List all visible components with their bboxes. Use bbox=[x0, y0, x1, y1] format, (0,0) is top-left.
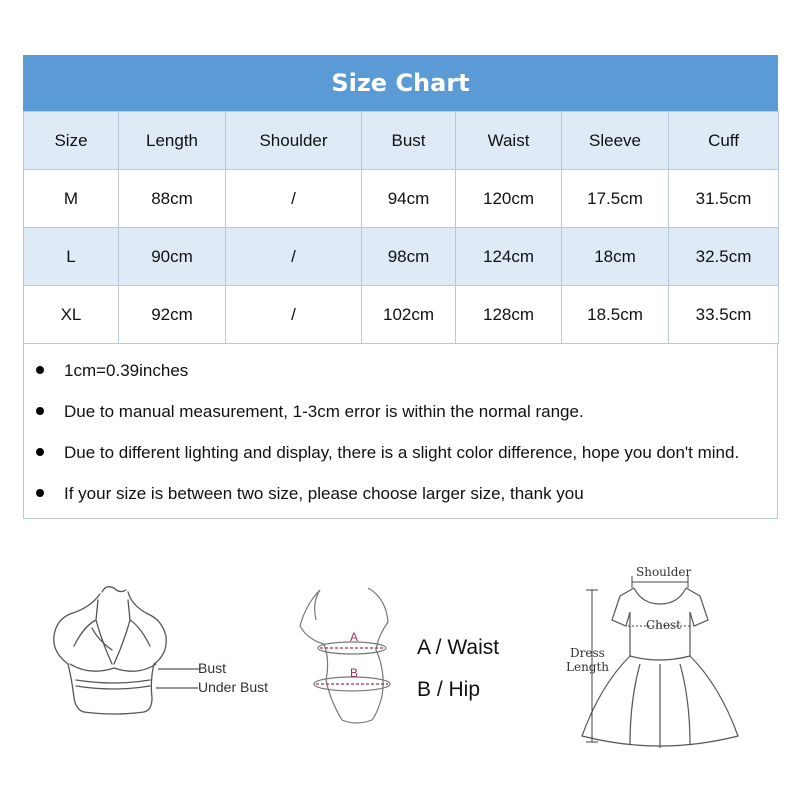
table-cell: M bbox=[24, 170, 119, 228]
table-cell: 33.5cm bbox=[669, 286, 779, 344]
table-row bbox=[24, 170, 779, 228]
note-item bbox=[32, 350, 771, 391]
table-cell: 128cm bbox=[456, 286, 562, 344]
table-cell: L bbox=[24, 228, 119, 286]
note-text: Due to different lighting and display, there is a slight color difference, hope you don't mind. bbox=[64, 443, 740, 462]
a-mark: A bbox=[350, 630, 359, 644]
dress-diagram bbox=[560, 560, 760, 760]
note-text: If your size is between two size, please choose larger size, thank you bbox=[64, 484, 584, 503]
note-text: Due to manual measurement, 1-3cm error is within the normal range. bbox=[64, 402, 584, 421]
table-cell: 90cm bbox=[119, 228, 226, 286]
size-chart bbox=[23, 55, 778, 519]
dress-length-label-line2: Length bbox=[566, 660, 610, 674]
table-cell: 124cm bbox=[456, 228, 562, 286]
table-cell: 18cm bbox=[562, 228, 669, 286]
hip-label: B / Hip bbox=[417, 678, 481, 701]
table-cell: 120cm bbox=[456, 170, 562, 228]
table-cell: 17.5cm bbox=[562, 170, 669, 228]
table-header-row bbox=[24, 112, 779, 170]
shoulder-label: Shoulder bbox=[636, 565, 692, 579]
size-table bbox=[23, 111, 779, 344]
table-cell: / bbox=[226, 286, 362, 344]
note-text: 1cm=0.39inches bbox=[64, 361, 189, 380]
bust-illustration bbox=[40, 580, 300, 720]
header-cell: Length bbox=[119, 112, 226, 170]
bullet-icon bbox=[36, 489, 44, 497]
b-mark: B bbox=[350, 666, 359, 680]
table-cell: 31.5cm bbox=[669, 170, 779, 228]
header-cell: Bust bbox=[362, 112, 456, 170]
table-cell: XL bbox=[24, 286, 119, 344]
hip-diagram bbox=[290, 580, 410, 730]
under-bust-label: Under Bust bbox=[198, 679, 269, 695]
header-cell: Sleeve bbox=[562, 112, 669, 170]
bust-label: Bust bbox=[198, 660, 227, 676]
note-item bbox=[32, 473, 771, 514]
bullet-icon bbox=[36, 407, 44, 415]
table-cell: / bbox=[226, 170, 362, 228]
note-item bbox=[32, 432, 771, 473]
table-cell: 98cm bbox=[362, 228, 456, 286]
bust-diagram bbox=[40, 580, 300, 720]
table-cell: 102cm bbox=[362, 286, 456, 344]
table-cell: 32.5cm bbox=[669, 228, 779, 286]
header-cell: Waist bbox=[456, 112, 562, 170]
header-cell: Shoulder bbox=[226, 112, 362, 170]
notes-list bbox=[23, 344, 778, 519]
bullet-icon bbox=[36, 366, 44, 374]
header-cell: Cuff bbox=[669, 112, 779, 170]
table-cell: 92cm bbox=[119, 286, 226, 344]
note-item bbox=[32, 391, 771, 432]
table-cell: 94cm bbox=[362, 170, 456, 228]
chest-label: Chest bbox=[646, 618, 681, 632]
table-cell: 18.5cm bbox=[562, 286, 669, 344]
table-row bbox=[24, 228, 779, 286]
dress-length-label-line1: Dress bbox=[570, 646, 605, 660]
header-cell: Size bbox=[24, 112, 119, 170]
bullet-icon bbox=[36, 448, 44, 456]
table-cell: 88cm bbox=[119, 170, 226, 228]
chart-title: Size Chart bbox=[23, 55, 778, 111]
hip-illustration bbox=[290, 580, 410, 730]
waist-label: A / Waist bbox=[417, 636, 500, 659]
table-cell: / bbox=[226, 228, 362, 286]
table-row bbox=[24, 286, 779, 344]
